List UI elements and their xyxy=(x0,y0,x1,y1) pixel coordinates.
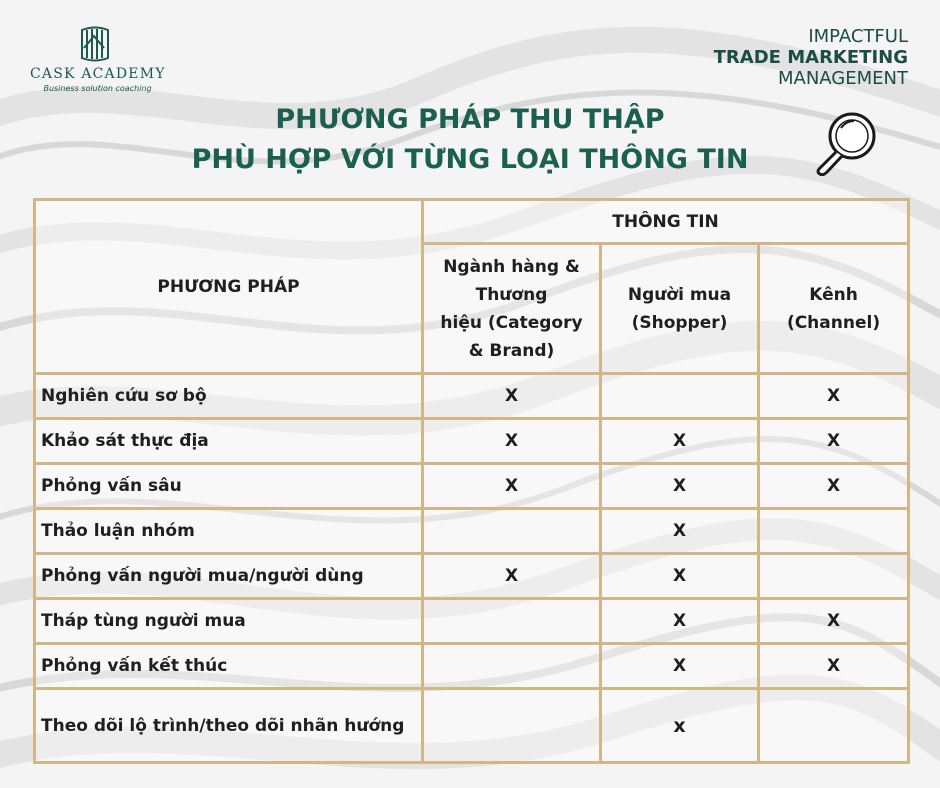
cell-shopper: X xyxy=(601,419,759,464)
program-line-1: IMPACTFUL xyxy=(808,26,908,47)
column-header-channel: Kênh (Channel) xyxy=(759,244,909,374)
column-header-category-brand: Ngành hàng & Thương hiệu (Category & Brand) xyxy=(423,244,601,374)
cask-academy-logo xyxy=(30,26,165,96)
program-line-3: MANAGEMENT xyxy=(778,68,908,89)
row-method: Phỏng vấn sâu xyxy=(35,464,423,509)
cell-category-brand: X xyxy=(423,464,601,509)
cell-category-brand: X xyxy=(423,374,601,419)
cell-category-brand xyxy=(423,689,601,763)
info-header: THÔNG TIN xyxy=(423,200,909,244)
cell-channel: X xyxy=(759,464,909,509)
table-row xyxy=(35,464,909,509)
logo-name: CASK ACADEMY xyxy=(30,66,166,82)
cell-channel: X xyxy=(759,374,909,419)
cell-shopper: x xyxy=(601,689,759,763)
table-row xyxy=(35,509,909,554)
row-method: Theo dõi lộ trình/theo dõi nhãn hướng xyxy=(35,689,423,763)
magnifier-icon xyxy=(808,108,884,176)
page-title xyxy=(140,100,800,180)
barrel-icon xyxy=(78,26,112,62)
cell-channel xyxy=(759,554,909,599)
cell-category-brand xyxy=(423,644,601,689)
cell-shopper: X xyxy=(601,599,759,644)
cell-shopper: X xyxy=(601,554,759,599)
table-row xyxy=(35,554,909,599)
cell-shopper: X xyxy=(601,509,759,554)
cell-shopper: X xyxy=(601,644,759,689)
cell-category-brand xyxy=(423,599,601,644)
table-row xyxy=(35,599,909,644)
row-method: Nghiên cứu sơ bộ xyxy=(35,374,423,419)
table-row xyxy=(35,644,909,689)
title-line-2: PHÙ HỢP VỚI TỪNG LOẠI THÔNG TIN xyxy=(191,144,749,175)
table-row xyxy=(35,689,909,763)
cell-shopper: X xyxy=(601,464,759,509)
row-method: Thảo luận nhóm xyxy=(35,509,423,554)
cell-channel xyxy=(759,689,909,763)
cell-channel: X xyxy=(759,419,909,464)
row-method: Khảo sát thực địa xyxy=(35,419,423,464)
cell-category-brand: X xyxy=(423,419,601,464)
cell-shopper xyxy=(601,374,759,419)
cell-channel: X xyxy=(759,599,909,644)
row-method: Phỏng vấn kết thúc xyxy=(35,644,423,689)
table-row xyxy=(35,419,909,464)
method-header: PHƯƠNG PHÁP xyxy=(35,200,423,374)
program-line-2: TRADE MARKETING xyxy=(713,47,908,68)
table-row xyxy=(35,374,909,419)
program-title xyxy=(714,26,908,89)
row-method: Tháp tùng người mua xyxy=(35,599,423,644)
cell-category-brand xyxy=(423,509,601,554)
column-header-shopper: Người mua (Shopper) xyxy=(601,244,759,374)
logo-tagline: Business solution coaching xyxy=(43,84,152,93)
row-method: Phỏng vấn người mua/người dùng xyxy=(35,554,423,599)
title-line-1: PHƯƠNG PHÁP THU THẬP xyxy=(275,104,665,135)
cell-channel xyxy=(759,509,909,554)
cell-channel: X xyxy=(759,644,909,689)
cell-category-brand: X xyxy=(423,554,601,599)
methods-table xyxy=(33,198,910,764)
